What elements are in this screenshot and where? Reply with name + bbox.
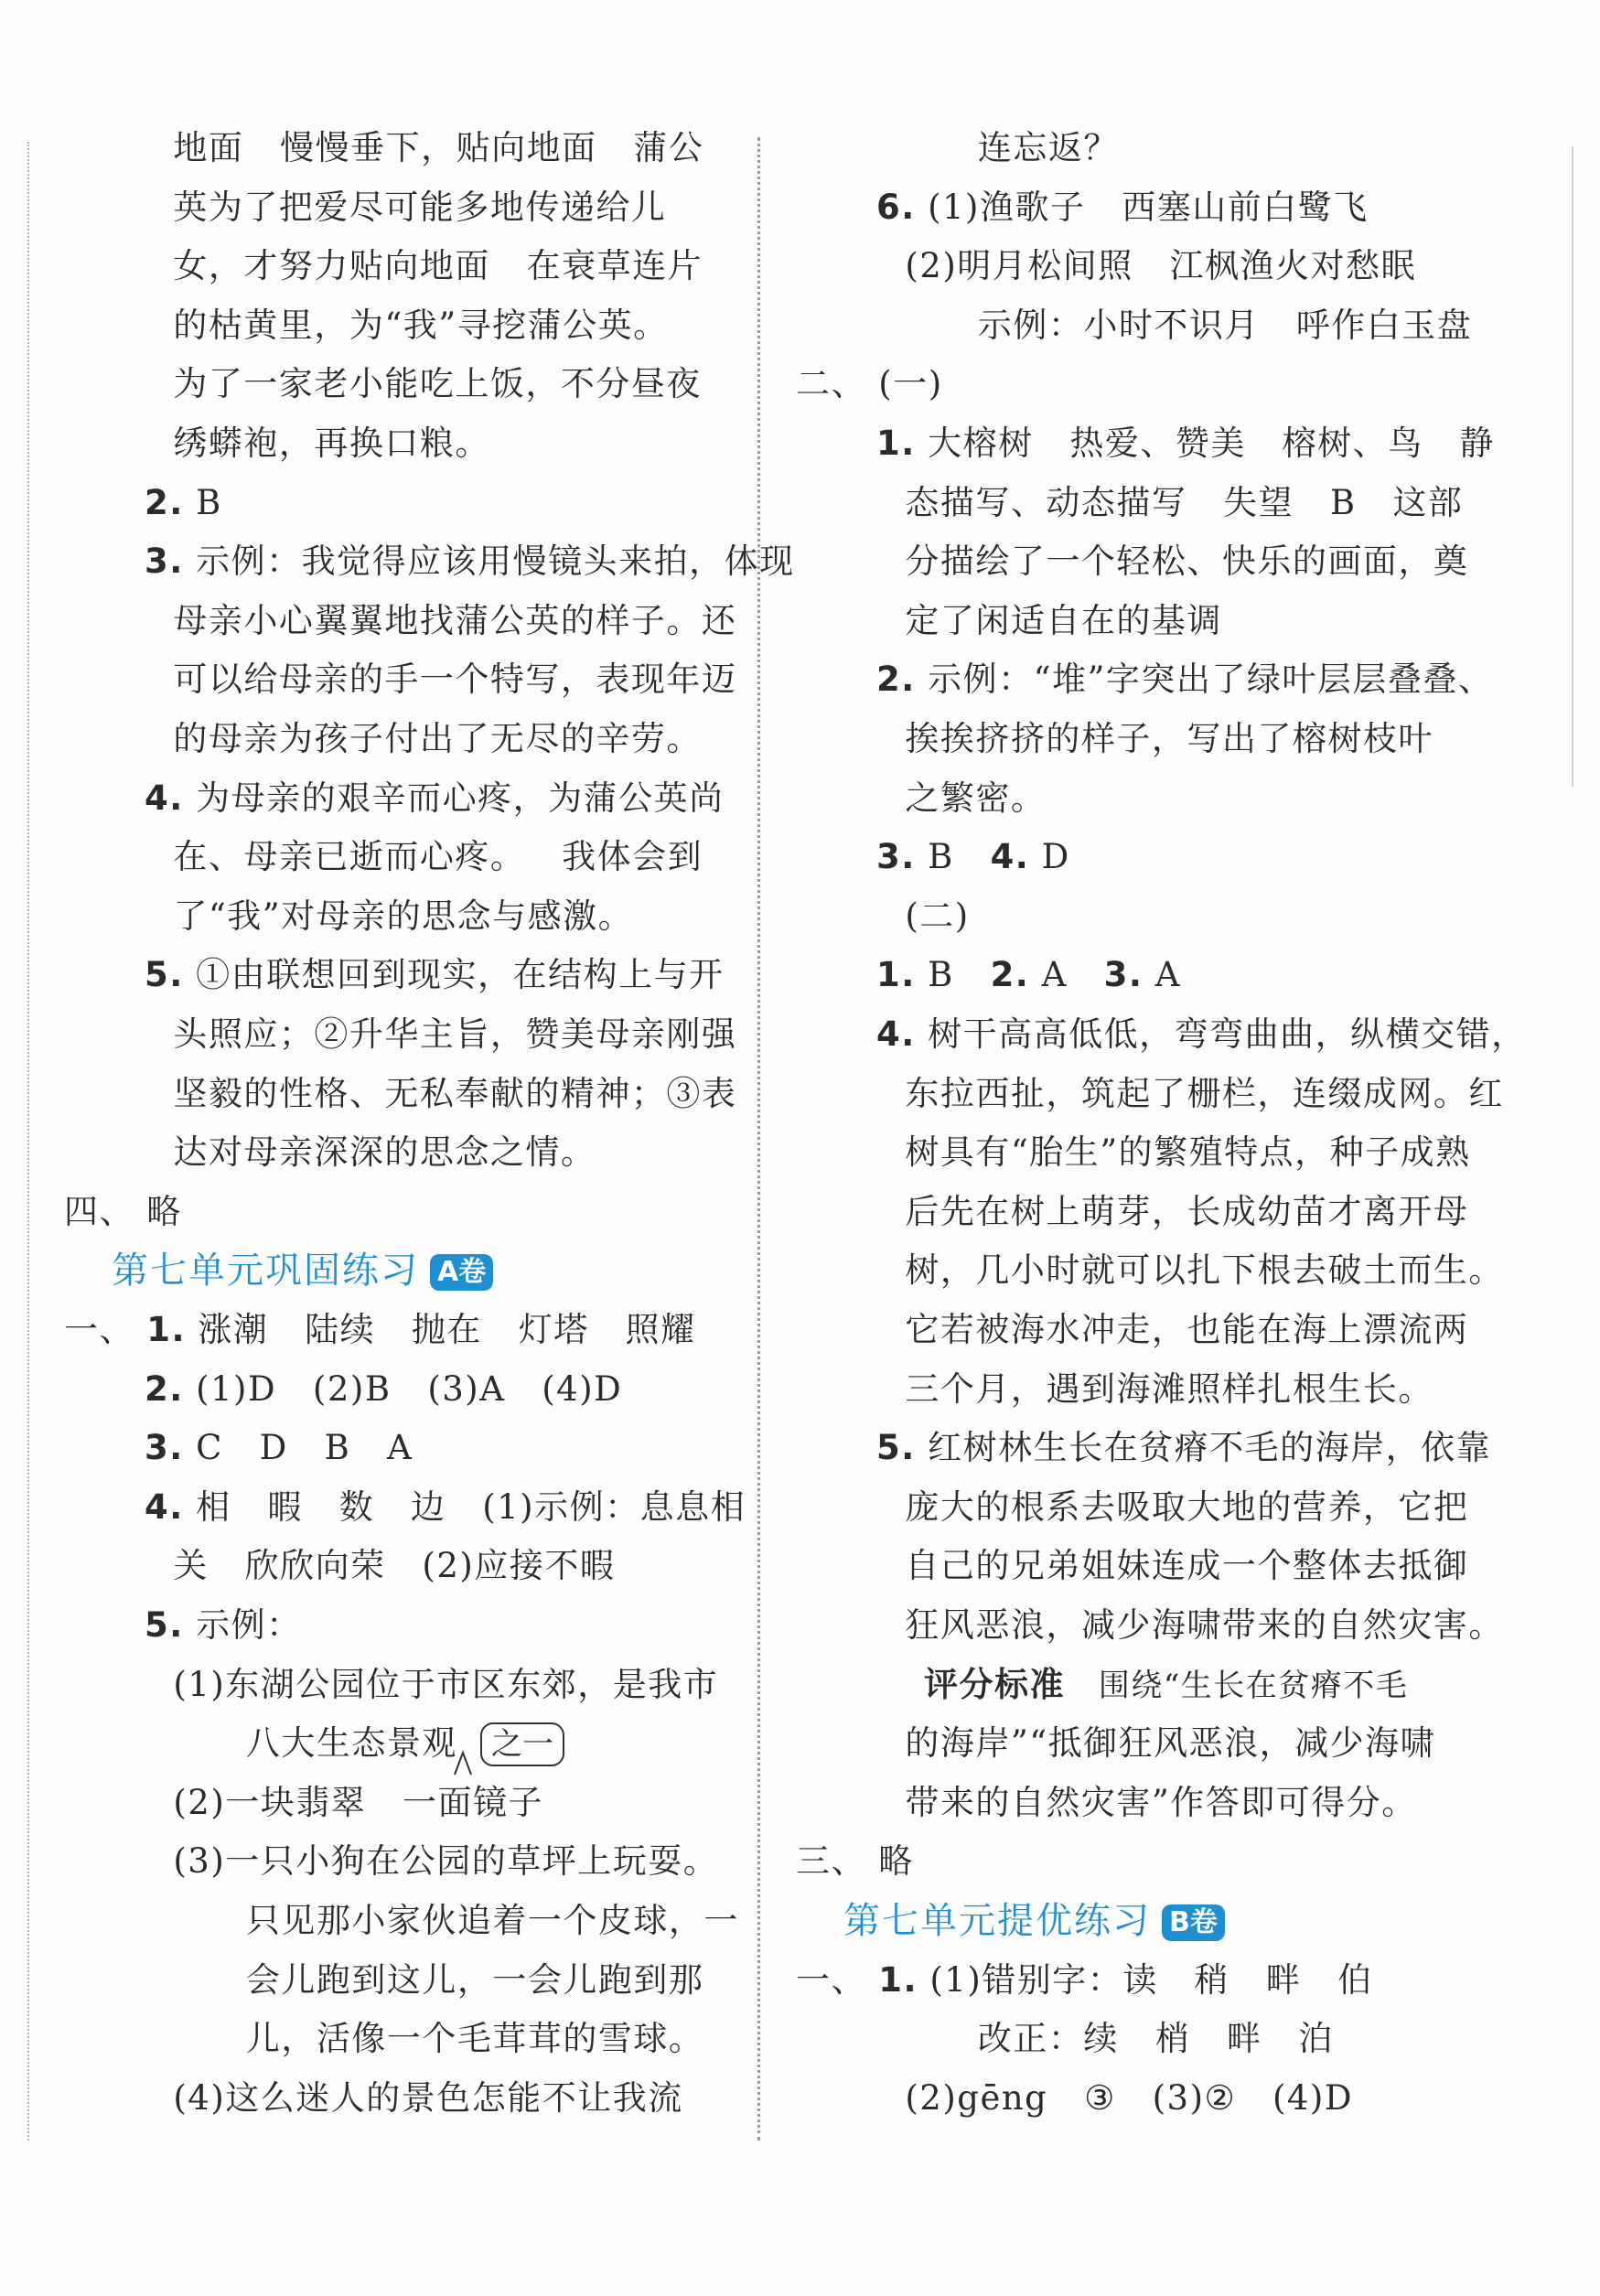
answer-line <box>796 1951 1373 2010</box>
answer-line <box>64 2069 683 2128</box>
answer-line <box>64 1951 703 2010</box>
answer-text: 母亲小心翼翼地找蒲公英的样子。还 <box>64 600 737 640</box>
answer-text: (3)一只小狗在公园的草坪上玩耍。 <box>64 1841 719 1882</box>
answer-text: 红树林生长在贫瘠不毛的海岸，依靠 <box>915 1428 1492 1468</box>
answer-line <box>876 414 1495 473</box>
answer-text: (2)一块翡翠 一面镜子 <box>64 1782 544 1822</box>
question-number: 2. <box>876 660 916 700</box>
answer-text: 相 暇 数 边 (1)示例：息息相 <box>183 1486 746 1527</box>
answer-line <box>64 1537 615 1595</box>
answer-text: (1)D (2)B (3)A (4)D <box>183 1368 623 1409</box>
question-number: 4. <box>145 1486 184 1527</box>
answer-text: 树具有“胎生”的繁殖特点，种子成熟 <box>796 1132 1471 1173</box>
answer-text: B <box>915 837 991 877</box>
answer-text: A <box>1029 955 1104 995</box>
answer-text: 的海岸”“抵御狂风恶浪，减少海啸 <box>796 1723 1436 1764</box>
question-number: 6. <box>876 187 916 227</box>
answer-text: 示例：小时不识月 呼作白玉盘 <box>796 305 1473 345</box>
answer-text: D <box>1029 837 1070 877</box>
answer-text: 在、母亲已逝而心疼。 我体会到 <box>64 837 703 877</box>
answer-text: 示例： <box>183 1605 302 1645</box>
section-number: 一、 <box>796 1959 879 2000</box>
answer-text: 头照应；②升华主旨，赞美母亲刚强 <box>64 1014 737 1054</box>
answer-line <box>796 769 1046 828</box>
answer-text: (1)错别字：读 稍 畔 伯 <box>918 1959 1373 2000</box>
answer-line <box>64 592 736 650</box>
answer-line <box>64 1714 457 1773</box>
answer-line <box>64 237 703 295</box>
section-number: 一、 <box>64 1310 147 1349</box>
question-number: 3. <box>1103 955 1144 995</box>
answer-line <box>145 1596 302 1655</box>
answer-line <box>796 296 1472 355</box>
answer-text: 树干高高低低，弯弯曲曲，纵横交错， <box>915 1014 1527 1054</box>
answer-line <box>64 828 703 886</box>
answer-line <box>796 2010 1334 2068</box>
answer-text: 关 欣欣向荣 (2)应接不暇 <box>64 1546 616 1586</box>
answer-line <box>796 474 1463 532</box>
answer-line <box>796 710 1434 768</box>
answer-text: 大榕树 热爱、赞美 榕树、鸟 静 <box>915 424 1495 463</box>
answer-text: (二) <box>796 896 970 936</box>
answer-line <box>145 532 795 591</box>
answer-line <box>145 474 222 532</box>
answer-line <box>64 1183 182 1241</box>
answer-line <box>876 650 1493 709</box>
answer-text: 地面 慢慢垂下，贴向地面 蒲公 <box>64 128 704 167</box>
question-number: 5. <box>145 1605 184 1645</box>
answer-line <box>64 1892 739 1950</box>
answer-text: 涨潮 陆续 抛在 灯塔 照耀 <box>186 1310 696 1349</box>
answer-line <box>796 1537 1468 1595</box>
answer-text: 庞大的根系去吸取大地的营养，它把 <box>796 1486 1469 1527</box>
answer-text: 示例：我觉得应该用慢镜头来拍，体现 <box>183 542 795 582</box>
answer-line <box>64 1832 718 1891</box>
answer-line <box>796 1478 1468 1537</box>
answer-text: B <box>183 482 222 522</box>
answer-text: 后先在树上萌芽，长成幼苗才离开母 <box>796 1191 1469 1231</box>
question-number: 2. <box>145 1368 184 1409</box>
answer-line <box>924 1656 1408 1714</box>
answer-line <box>145 946 725 1004</box>
answer-line <box>796 592 1222 650</box>
handwritten-insertion-note: 之一 <box>480 1722 564 1766</box>
answer-text: (2)明月松间照 江枫渔火对愁眠 <box>796 246 1417 286</box>
answer-text: 可以给母亲的手一个特写，表现年迈 <box>64 660 737 700</box>
answer-line <box>64 296 669 355</box>
answer-text: 连忘返？ <box>796 128 1119 167</box>
section-heading <box>843 1892 1225 1950</box>
section-heading <box>112 1241 493 1300</box>
answer-line <box>876 946 1181 1004</box>
answer-line <box>876 1005 1527 1064</box>
answer-line <box>64 1301 695 1359</box>
answer-text: 态描写、动态描写 失望 B 这部 <box>796 482 1464 522</box>
answer-line <box>64 887 633 946</box>
question-number: 3. <box>876 837 916 877</box>
answer-line <box>796 355 943 413</box>
answer-text: 为了一家老小能吃上饭，不分昼夜 <box>64 364 702 404</box>
question-number: 3. <box>145 1428 184 1468</box>
answer-line <box>64 1656 718 1714</box>
answer-line <box>796 1241 1504 1300</box>
answer-line <box>64 178 666 237</box>
section-badge: A卷 <box>430 1254 493 1291</box>
page-edge-mark <box>1572 146 1573 787</box>
question-number: 1. <box>878 1959 918 2000</box>
answer-line <box>796 1123 1471 1182</box>
answer-text: 三、 略 <box>796 1841 914 1882</box>
answer-line <box>796 887 970 946</box>
answer-text: 为母亲的艰辛而心疼，为蒲公英尚 <box>183 778 725 818</box>
answer-text: 带来的自然灾害”作答即可得分。 <box>796 1782 1417 1822</box>
answer-text: 二、 (一) <box>796 364 943 404</box>
answer-text: B <box>915 955 991 995</box>
answer-text: 女，才努力贴向地面 在衰草连片 <box>64 246 703 286</box>
answer-text: 会儿跑到这儿，一会儿跑到那 <box>64 1959 704 2000</box>
answer-line <box>796 1774 1417 1832</box>
answer-text: 分描绘了一个轻松、快乐的画面，奠 <box>796 542 1469 582</box>
answer-text: 改正：续 梢 畔 泊 <box>796 2019 1334 2059</box>
answer-text: (1)东湖公园位于市区东郊，是我市 <box>64 1664 719 1704</box>
answer-text: 了“我”对母亲的思念与感激。 <box>64 896 634 936</box>
answer-line <box>64 1065 736 1123</box>
answer-line <box>796 1832 914 1891</box>
answer-line <box>145 769 725 828</box>
scoring-criteria-label: 评分标准 <box>924 1664 1065 1704</box>
question-number: 1. <box>146 1310 187 1349</box>
question-number: 5. <box>876 1428 916 1468</box>
answer-text: ①由联想回到现实，在结构上与开 <box>183 955 725 995</box>
question-number: 4. <box>990 837 1030 877</box>
answer-text: 挨挨挤挤的样子，写出了榕树枝叶 <box>796 719 1434 758</box>
insertion-caret-mark <box>453 1749 473 1776</box>
answer-line <box>796 2069 1353 2128</box>
answer-text: 之繁密。 <box>796 778 1047 818</box>
answer-line <box>796 237 1416 295</box>
answer-line <box>64 1123 596 1182</box>
question-number: 4. <box>876 1014 916 1054</box>
answer-line <box>64 2010 703 2068</box>
answer-text: 东拉西扯，筑起了栅栏，连缀成网。红 <box>796 1073 1504 1113</box>
column-divider <box>757 137 760 2140</box>
answer-text: 八大生态景观 <box>64 1723 457 1764</box>
question-number: 2. <box>990 955 1030 995</box>
question-number: 1. <box>876 424 916 463</box>
section-badge: B卷 <box>1162 1904 1225 1941</box>
answer-line <box>64 1005 736 1064</box>
answer-line <box>876 178 1369 237</box>
answer-text: 四、 略 <box>64 1191 182 1231</box>
answer-text: 绣蟒袍，再换口粮。 <box>64 424 490 463</box>
answer-text: (4)这么迷人的景色怎能不让我流 <box>64 2077 683 2118</box>
answer-text: 的母亲为孩子付出了无尽的辛劳。 <box>64 719 702 758</box>
scoring-criteria-text: 围绕“生长在贫瘠不毛 <box>1065 1667 1409 1704</box>
answer-text: 达对母亲深深的思念之情。 <box>64 1132 596 1173</box>
answer-line <box>796 532 1468 591</box>
answer-line <box>796 1714 1435 1773</box>
answer-text: 狂风恶浪，减少海啸带来的自然灾害。 <box>796 1605 1504 1645</box>
answer-line <box>145 1419 413 1477</box>
answer-text: (2)gēng ③ (3)② (4)D <box>796 2077 1354 2118</box>
answer-line <box>145 1360 622 1419</box>
question-number: 5. <box>145 955 184 995</box>
answer-text: 坚毅的性格、无私奉献的精神；③表 <box>64 1073 737 1113</box>
question-number: 4. <box>145 778 184 818</box>
answer-line <box>796 1360 1434 1419</box>
section-heading-text: 第七单元提优练习 <box>843 1900 1151 1942</box>
answer-line <box>796 1301 1468 1359</box>
answer-line <box>876 828 1070 886</box>
answer-line <box>145 1478 746 1537</box>
answer-line <box>796 1596 1504 1655</box>
answer-line <box>876 1419 1491 1477</box>
answer-text: 自己的兄弟姐妹连成一个整体去抵御 <box>796 1546 1469 1586</box>
answer-line <box>64 414 490 473</box>
answer-text: 树，几小时就可以扎下根去破土而生。 <box>796 1250 1504 1291</box>
answer-line <box>64 119 703 177</box>
answer-text: 只见那小家伙追着一个皮球，一 <box>64 1901 739 1940</box>
answer-text: 三个月，遇到海滩照样扎根生长。 <box>796 1368 1434 1409</box>
answer-line <box>64 1774 543 1832</box>
answer-line <box>64 650 736 709</box>
answer-text: 定了闲适自在的基调 <box>796 600 1222 640</box>
section-heading-text: 第七单元巩固练习 <box>112 1250 419 1293</box>
answer-line <box>64 355 702 413</box>
answer-line <box>796 119 1119 177</box>
answer-line <box>796 1183 1468 1241</box>
question-number: 1. <box>876 955 916 995</box>
answer-text: C D B A <box>183 1428 413 1468</box>
answer-line <box>796 1065 1504 1123</box>
answer-text: 英为了把爱尽可能多地传递给儿 <box>64 187 667 227</box>
answer-text: A <box>1143 955 1181 995</box>
question-number: 3. <box>145 542 184 582</box>
question-number: 2. <box>145 482 184 522</box>
answer-line <box>64 710 702 768</box>
answer-text: 它若被海水冲走，也能在海上漂流两 <box>796 1310 1469 1349</box>
answer-text: 儿，活像一个毛茸茸的雪球。 <box>64 2019 704 2059</box>
answer-text: 示例：“堆”字突出了绿叶层层叠叠、 <box>915 660 1494 700</box>
left-margin-rule <box>27 142 29 2140</box>
answer-text: 的枯黄里，为“我”寻挖蒲公英。 <box>64 305 669 345</box>
answer-text: (1)渔歌子 西塞山前白鹭飞 <box>915 187 1369 227</box>
